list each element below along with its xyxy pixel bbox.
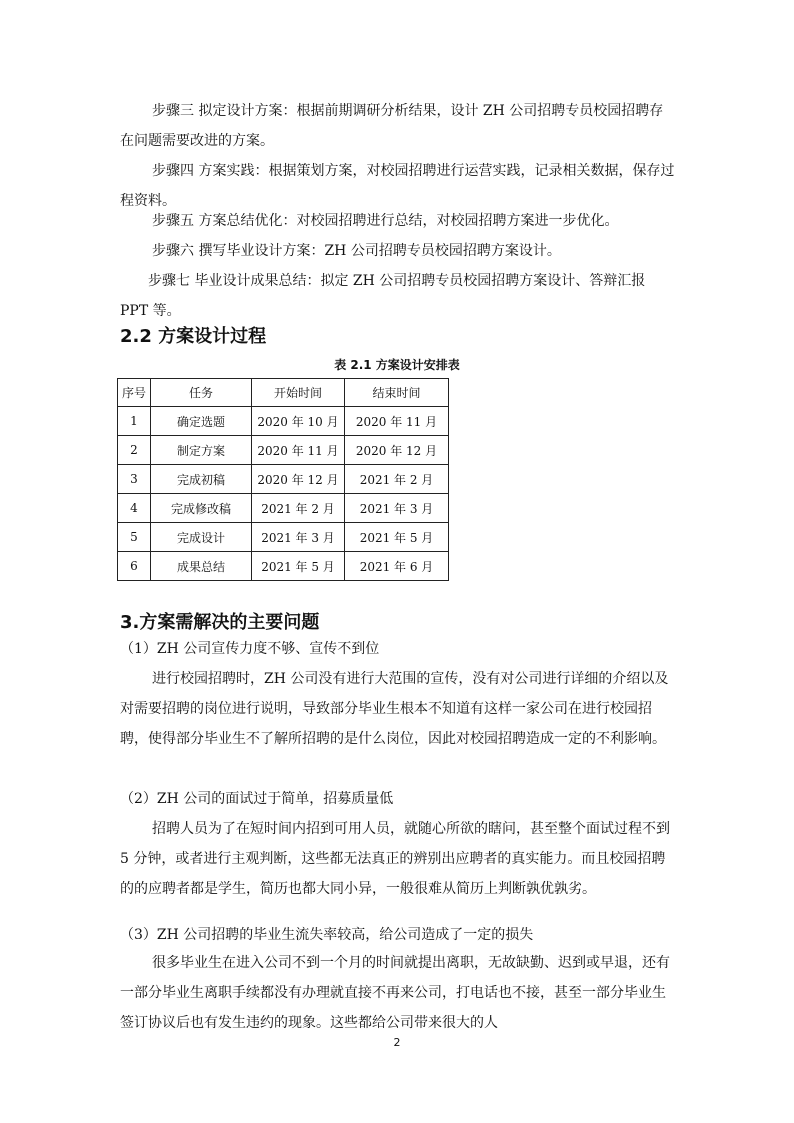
cell-task: 完成设计 [151,523,252,552]
table-row [118,465,449,494]
table-row [118,436,449,465]
page-number: 2 [393,1036,401,1049]
cell-start: 2020 年 12 月 [252,465,345,494]
cell-task: 成果总结 [151,552,252,581]
cell-index: 3 [118,465,151,494]
cell-index: 2 [118,436,151,465]
cell-task: 完成初稿 [151,465,252,494]
table-row [118,494,449,523]
paragraph-step-7: 步骤七 毕业设计成果总结：拟定 ZH 公司招聘专员校园招聘方案设计、答辩汇报 PPT 等。 [120,273,646,319]
schedule-table [117,378,449,581]
table-header-row [118,379,449,407]
column-header-task: 任务 [151,379,252,407]
cell-start: 2021 年 2 月 [252,494,345,523]
paragraph-step-3: 步骤三 拟定设计方案：根据前期调研分析结果，设计 ZH 公司招聘专员校园招聘存在问题需要改进的方案。 [120,103,664,149]
section-heading-2-2: 2.2 方案设计过程 [120,326,267,347]
cell-end: 2020 年 11 月 [345,407,449,436]
cell-end: 2021 年 3 月 [345,494,449,523]
cell-index: 6 [118,552,151,581]
section-heading-3: 3.方案需解决的主要问题 [120,612,320,633]
cell-end: 2021 年 5 月 [345,523,449,552]
table-row [118,552,449,581]
column-header-index: 序号 [118,379,151,407]
cell-index: 4 [118,494,151,523]
table-row [118,523,449,552]
cell-task: 完成修改稿 [151,494,252,523]
column-header-start: 开始时间 [252,379,345,407]
cell-end: 2020 年 12 月 [345,436,449,465]
cell-task: 确定选题 [151,407,252,436]
issue-2-body: 招聘人员为了在短时间内招到可用人员，就随心所欲的瞎问，甚至整个面试过程不到 5 分钟，或者进行主观判断，这些都无法真正的辨别出应聘者的真实能力。而且校园招聘的的应聘者都是学生，简历也都大同小异，一般很难从简历上判断孰优孰劣。 [120,821,670,897]
cell-end: 2021 年 6 月 [345,552,449,581]
paragraph-step-5: 步骤五 方案总结优化：对校园招聘进行总结，对校园招聘方案进一步优化。 [152,213,619,229]
table-caption: 表 2.1 方案设计安排表 [334,358,460,372]
cell-end: 2021 年 2 月 [345,465,449,494]
cell-start: 2021 年 5 月 [252,552,345,581]
table-row [118,407,449,436]
issue-1-body: 进行校园招聘时，ZH 公司没有进行大范围的宣传，没有对公司进行详细的介绍以及对需要招聘的岗位进行说明，导致部分毕业生根本不知道有这样一家公司在进行校园招聘，使得部分毕业生不了解所招聘的是什么岗位，因此对校园招聘造成一定的不利影响。 [120,671,669,747]
issue-3-title: （3）ZH 公司招聘的毕业生流失率较高，给公司造成了一定的损失 [120,927,534,943]
paragraph-step-4: 步骤四 方案实践：根据策划方案，对校园招聘进行运营实践，记录相关数据，保存过程资料。 [120,163,675,209]
cell-start: 2020 年 10 月 [252,407,345,436]
cell-index: 1 [118,407,151,436]
cell-task: 制定方案 [151,436,252,465]
issue-1-title: （1）ZH 公司宣传力度不够、宣传不到位 [120,641,380,657]
column-header-end: 结束时间 [345,379,449,407]
issue-3-body: 很多毕业生在进入公司不到一个月的时间就提出离职，无故缺勤、迟到或早退，还有一部分毕业生离职手续都没有办理就直接不再来公司，打电话也不接，甚至一部分毕业生签订协议后也有发生违约的现象。这些都给公司带来很大的人 [120,955,670,1031]
issue-2-title: （2）ZH 公司的面试过于简单，招募质量低 [120,791,394,807]
cell-start: 2021 年 3 月 [252,523,345,552]
paragraph-step-6: 步骤六 撰写毕业设计方案：ZH 公司招聘专员校园招聘方案设计。 [152,243,561,259]
cell-index: 5 [118,523,151,552]
cell-start: 2020 年 11 月 [252,436,345,465]
